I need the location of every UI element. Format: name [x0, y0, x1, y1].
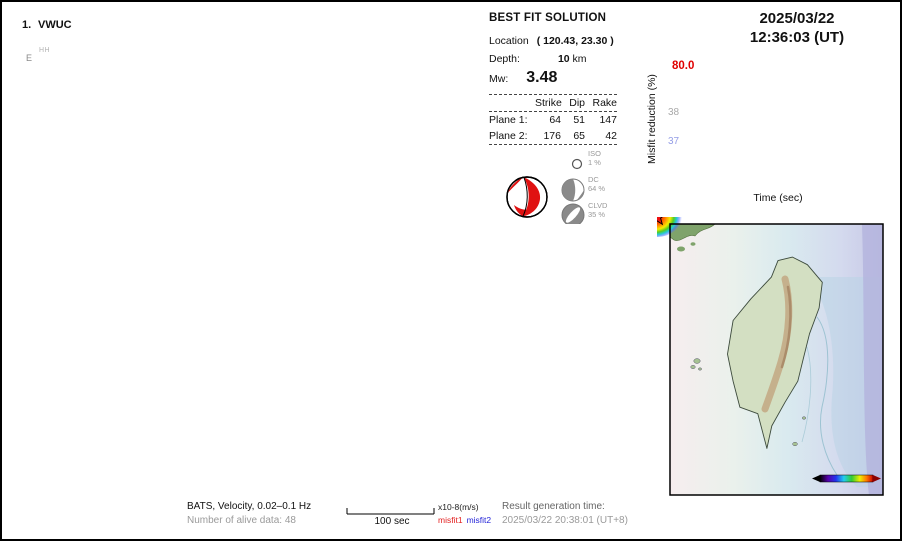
offshore-island — [793, 442, 798, 446]
peak-misfit-label: 80.0 — [672, 60, 695, 72]
rake-header: Rake — [592, 97, 617, 109]
penghu-islands — [694, 359, 700, 364]
result-time-value: 2025/03/22 20:38:01 (UT+8) — [502, 515, 628, 526]
misfit2-start-label: 37 — [668, 136, 680, 147]
location-value: ( 120.43, 23.30 ) — [536, 35, 614, 47]
scalebar-label: 100 sec — [374, 516, 410, 527]
event-datetime — [697, 9, 897, 47]
mw-label: Mw: — [489, 73, 509, 85]
strike-header: Strike — [535, 97, 562, 109]
plane2-row: Plane 2: 176 65 42 — [489, 128, 617, 145]
data-source-label: BATS, Velocity, 0.02–0.1 Hz — [187, 501, 312, 512]
iso-icon — [573, 160, 582, 169]
result-time-label: Result generation time: — [502, 501, 605, 512]
chart-x-axis-label: Time (sec) — [753, 192, 803, 204]
table-header-row — [489, 95, 617, 112]
channel-label: HH — [39, 47, 51, 54]
event-time: 12:36:03 (UT) — [749, 29, 845, 46]
taiwan-station-map — [657, 217, 902, 541]
mr-colorbar — [812, 475, 881, 482]
best-fit-solution-panel — [489, 12, 665, 219]
mw-row — [489, 69, 557, 87]
clvd-icon — [562, 204, 584, 224]
misfit-reduction-chart — [642, 52, 902, 202]
amplitude-units-label: x10-8(m/s) — [438, 502, 479, 512]
clvd-percentage: CLVD 35 % — [588, 201, 608, 219]
component-label: E — [26, 53, 33, 63]
depth-unit: km — [572, 53, 587, 65]
focal-mechanism-beachball — [507, 177, 547, 217]
depth-row — [489, 53, 587, 65]
depth-label: Depth: — [489, 53, 520, 65]
location-row — [489, 35, 614, 47]
station-header: 1. VWUC — [22, 19, 72, 31]
station-vwuc — [22, 19, 170, 115]
reference-value-label: 38 — [668, 107, 680, 118]
misfit-legend — [438, 515, 491, 525]
mw-value: 3.48 — [526, 69, 558, 86]
iso-percentage: ISO 1 % — [588, 149, 601, 167]
misfit2-legend-label: misfit2 — [466, 515, 492, 525]
depth-value: 10 — [557, 53, 570, 65]
beachball-icons — [489, 142, 665, 224]
nodal-plane-table — [489, 94, 617, 145]
chart-y-axis-label: Misfit reduction (%) — [646, 74, 658, 164]
dc-icon — [562, 179, 584, 201]
location-label: Location — [489, 35, 529, 47]
dc-percentage: DC 64 % — [588, 175, 606, 193]
misfit1-legend-label: misfit1 — [438, 515, 463, 525]
dip-header: Dip — [569, 97, 585, 109]
plane1-row: Plane 1: 64 51 147 — [489, 114, 617, 126]
waveform-row-e — [22, 45, 170, 68]
best-fit-title: BEST FIT SOLUTION — [489, 12, 607, 24]
event-date: 2025/03/22 — [759, 10, 835, 27]
alive-data-count: Number of alive data: 48 — [187, 515, 296, 526]
